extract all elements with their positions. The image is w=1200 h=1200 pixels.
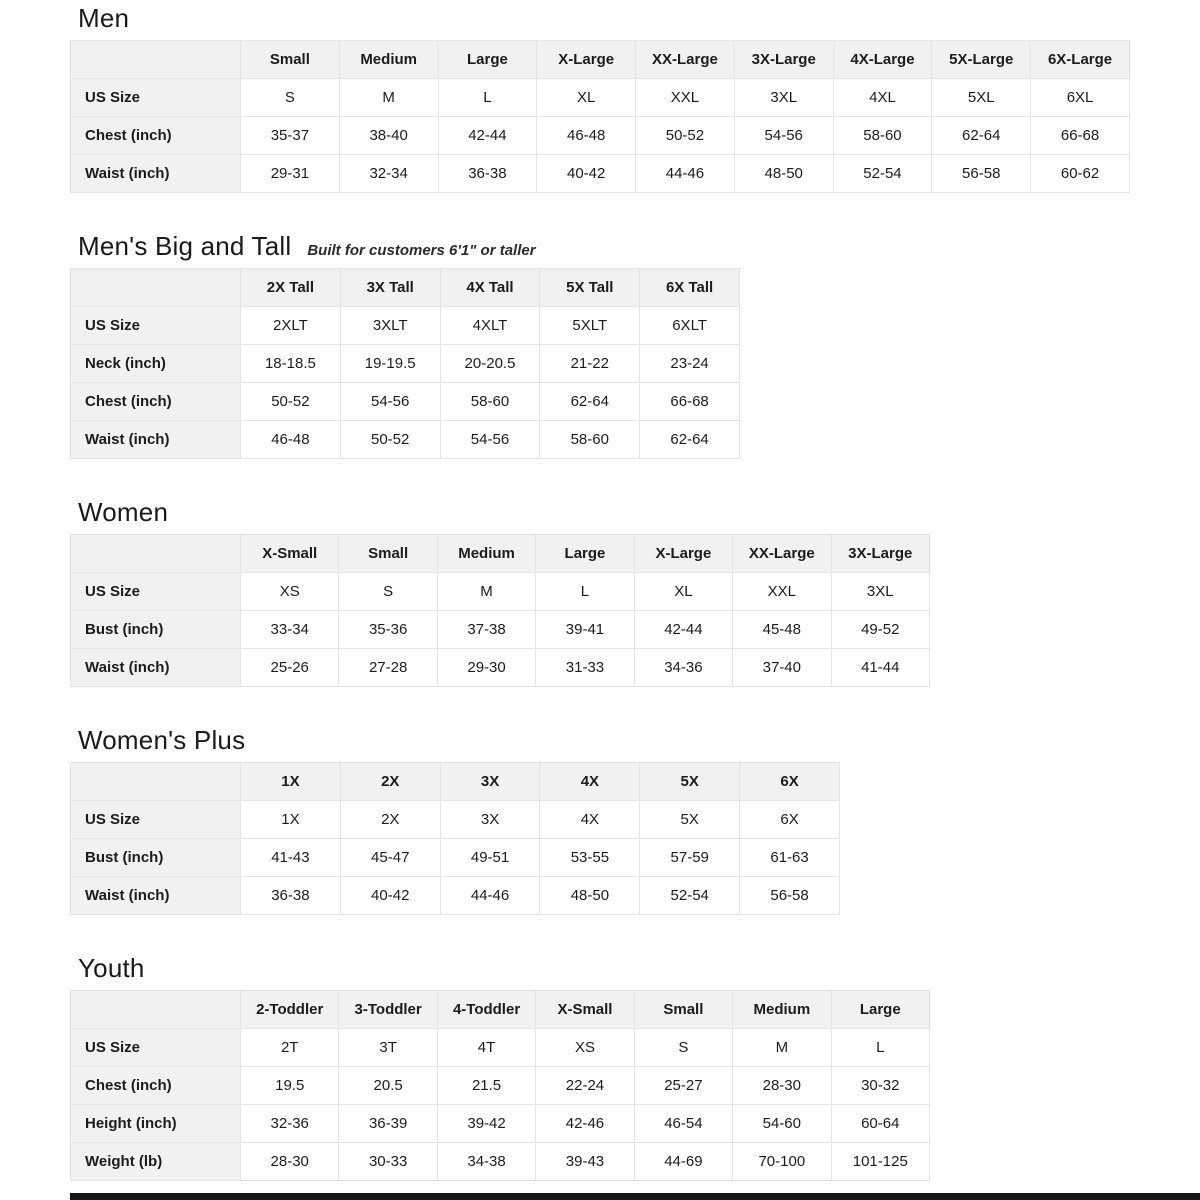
size-value-cell: 27-28 bbox=[339, 649, 437, 687]
section-title-women: Women bbox=[78, 497, 169, 527]
corner-cell bbox=[71, 763, 241, 801]
table-row bbox=[71, 611, 930, 649]
size-value-cell: 28-30 bbox=[241, 1143, 339, 1181]
table-row bbox=[71, 383, 740, 421]
size-value-cell: L bbox=[536, 573, 634, 611]
size-value-cell: 46-54 bbox=[634, 1105, 732, 1143]
size-value-cell: 32-34 bbox=[339, 155, 438, 193]
size-value-cell: 36-38 bbox=[438, 155, 537, 193]
header-row bbox=[71, 269, 740, 307]
size-value-cell: 40-42 bbox=[537, 155, 636, 193]
row-label: Bust (inch) bbox=[71, 611, 241, 649]
column-header: Medium bbox=[437, 535, 535, 573]
column-header: Large bbox=[831, 991, 929, 1029]
column-header: 6X Tall bbox=[640, 269, 740, 307]
size-value-cell: 6X bbox=[740, 801, 840, 839]
size-value-cell: 4X bbox=[540, 801, 640, 839]
size-value-cell: 56-58 bbox=[932, 155, 1031, 193]
size-value-cell: 31-33 bbox=[536, 649, 634, 687]
table-row bbox=[71, 801, 840, 839]
column-header: 4-Toddler bbox=[437, 991, 535, 1029]
size-value-cell: 40-42 bbox=[340, 877, 440, 915]
section-womens-plus-title-row bbox=[78, 725, 1200, 755]
size-table-youth bbox=[70, 990, 930, 1181]
size-value-cell: 54-60 bbox=[733, 1105, 831, 1143]
size-value-cell: 35-36 bbox=[339, 611, 437, 649]
table-row bbox=[71, 1105, 930, 1143]
size-value-cell: M bbox=[733, 1029, 831, 1067]
column-header: 5X Tall bbox=[540, 269, 640, 307]
column-header: X-Small bbox=[536, 991, 634, 1029]
size-value-cell: 6XLT bbox=[640, 307, 740, 345]
section-title-youth: Youth bbox=[78, 953, 145, 983]
row-label: Waist (inch) bbox=[71, 877, 241, 915]
size-value-cell: 34-36 bbox=[634, 649, 732, 687]
size-value-cell: 3XL bbox=[831, 573, 929, 611]
size-value-cell: 48-50 bbox=[734, 155, 833, 193]
size-value-cell: 19.5 bbox=[241, 1067, 339, 1105]
size-value-cell: 1X bbox=[241, 801, 341, 839]
table-row bbox=[71, 1067, 930, 1105]
size-value-cell: 5XL bbox=[932, 79, 1031, 117]
size-value-cell: 101-125 bbox=[831, 1143, 929, 1181]
size-value-cell: M bbox=[437, 573, 535, 611]
size-value-cell: 36-39 bbox=[339, 1105, 437, 1143]
size-value-cell: 62-64 bbox=[540, 383, 640, 421]
column-header: XX-Large bbox=[636, 41, 735, 79]
size-value-cell: 58-60 bbox=[540, 421, 640, 459]
row-label: Waist (inch) bbox=[71, 421, 241, 459]
section-women-title-row bbox=[78, 497, 1200, 527]
size-value-cell: 37-40 bbox=[733, 649, 831, 687]
size-value-cell: S bbox=[634, 1029, 732, 1067]
section-title-mens-big-and-tall: Men's Big and Tall bbox=[78, 231, 292, 261]
size-value-cell: 45-47 bbox=[340, 839, 440, 877]
size-value-cell: XL bbox=[537, 79, 636, 117]
column-header: 2-Toddler bbox=[241, 991, 339, 1029]
size-value-cell: 3XLT bbox=[340, 307, 440, 345]
size-value-cell: 36-38 bbox=[241, 877, 341, 915]
size-value-cell: 3X bbox=[440, 801, 540, 839]
size-value-cell: 4XL bbox=[833, 79, 932, 117]
size-table-womens-plus bbox=[70, 762, 840, 915]
corner-cell bbox=[71, 269, 241, 307]
size-value-cell: 50-52 bbox=[241, 383, 341, 421]
size-value-cell: 66-68 bbox=[1031, 117, 1130, 155]
size-value-cell: 37-38 bbox=[437, 611, 535, 649]
size-value-cell: 5X bbox=[640, 801, 740, 839]
table-row bbox=[71, 1143, 930, 1181]
column-header: 1X bbox=[241, 763, 341, 801]
column-header: XX-Large bbox=[733, 535, 831, 573]
size-value-cell: 41-43 bbox=[241, 839, 341, 877]
size-value-cell: 46-48 bbox=[241, 421, 341, 459]
column-header: Medium bbox=[339, 41, 438, 79]
table-row bbox=[71, 877, 840, 915]
size-value-cell: XL bbox=[634, 573, 732, 611]
size-value-cell: 49-52 bbox=[831, 611, 929, 649]
table-row bbox=[71, 345, 740, 383]
size-value-cell: 42-46 bbox=[536, 1105, 634, 1143]
size-value-cell: 18-18.5 bbox=[241, 345, 341, 383]
row-label: Waist (inch) bbox=[71, 155, 241, 193]
row-label: Height (inch) bbox=[71, 1105, 241, 1143]
size-value-cell: XS bbox=[241, 573, 339, 611]
column-header: 3X-Large bbox=[734, 41, 833, 79]
size-value-cell: 19-19.5 bbox=[340, 345, 440, 383]
column-header: 3-Toddler bbox=[339, 991, 437, 1029]
size-value-cell: 49-51 bbox=[440, 839, 540, 877]
size-value-cell: 52-54 bbox=[640, 877, 740, 915]
size-value-cell: 60-62 bbox=[1031, 155, 1130, 193]
size-value-cell: 54-56 bbox=[440, 421, 540, 459]
size-value-cell: 25-26 bbox=[241, 649, 339, 687]
size-value-cell: 45-48 bbox=[733, 611, 831, 649]
column-header: 2X bbox=[340, 763, 440, 801]
column-header: Small bbox=[634, 991, 732, 1029]
row-label: Neck (inch) bbox=[71, 345, 241, 383]
column-header: 5X-Large bbox=[932, 41, 1031, 79]
section-title-men: Men bbox=[78, 3, 130, 33]
size-value-cell: XXL bbox=[733, 573, 831, 611]
size-value-cell: L bbox=[831, 1029, 929, 1067]
size-value-cell: 3T bbox=[339, 1029, 437, 1067]
size-value-cell: 61-63 bbox=[740, 839, 840, 877]
size-value-cell: 53-55 bbox=[540, 839, 640, 877]
column-header: 3X bbox=[440, 763, 540, 801]
size-value-cell: 44-69 bbox=[634, 1143, 732, 1181]
size-value-cell: 20.5 bbox=[339, 1067, 437, 1105]
section-subtitle-big-tall: Built for customers 6'1" or taller bbox=[307, 242, 536, 259]
table-row bbox=[71, 307, 740, 345]
table-row bbox=[71, 79, 1130, 117]
corner-cell bbox=[71, 991, 241, 1029]
header-row bbox=[71, 991, 930, 1029]
size-value-cell: XXL bbox=[636, 79, 735, 117]
size-value-cell: 3XL bbox=[734, 79, 833, 117]
header-row bbox=[71, 535, 930, 573]
row-label: US Size bbox=[71, 801, 241, 839]
size-value-cell: 23-24 bbox=[640, 345, 740, 383]
size-value-cell: 44-46 bbox=[636, 155, 735, 193]
size-value-cell: 28-30 bbox=[733, 1067, 831, 1105]
size-value-cell: 22-24 bbox=[536, 1067, 634, 1105]
table-row bbox=[71, 421, 740, 459]
column-header: 3X Tall bbox=[340, 269, 440, 307]
size-value-cell: M bbox=[339, 79, 438, 117]
size-value-cell: 57-59 bbox=[640, 839, 740, 877]
size-value-cell: L bbox=[438, 79, 537, 117]
row-label: Bust (inch) bbox=[71, 839, 241, 877]
size-value-cell: 50-52 bbox=[636, 117, 735, 155]
size-value-cell: 39-41 bbox=[536, 611, 634, 649]
column-header: 4X-Large bbox=[833, 41, 932, 79]
size-value-cell: 21-22 bbox=[540, 345, 640, 383]
size-value-cell: S bbox=[339, 573, 437, 611]
column-header: Medium bbox=[733, 991, 831, 1029]
size-value-cell: 6XL bbox=[1031, 79, 1130, 117]
size-value-cell: 21.5 bbox=[437, 1067, 535, 1105]
size-value-cell: 4XLT bbox=[440, 307, 540, 345]
size-value-cell: S bbox=[241, 79, 340, 117]
size-value-cell: 42-44 bbox=[634, 611, 732, 649]
corner-cell bbox=[71, 535, 241, 573]
corner-cell bbox=[71, 41, 241, 79]
size-table-women bbox=[70, 534, 930, 687]
size-value-cell: 30-32 bbox=[831, 1067, 929, 1105]
table-row bbox=[71, 155, 1130, 193]
table-row bbox=[71, 117, 1130, 155]
size-value-cell: 54-56 bbox=[734, 117, 833, 155]
table-row bbox=[71, 1029, 930, 1067]
bottom-crop-bar bbox=[70, 1193, 1200, 1200]
section-big-tall-title-row bbox=[78, 231, 1200, 261]
column-header: X-Small bbox=[241, 535, 339, 573]
size-value-cell: 25-27 bbox=[634, 1067, 732, 1105]
size-value-cell: 4T bbox=[437, 1029, 535, 1067]
section-men-title-row bbox=[78, 3, 1200, 33]
row-label: US Size bbox=[71, 79, 241, 117]
size-value-cell: 39-42 bbox=[437, 1105, 535, 1143]
size-value-cell: XS bbox=[536, 1029, 634, 1067]
row-label: Chest (inch) bbox=[71, 383, 241, 421]
table-row bbox=[71, 839, 840, 877]
size-value-cell: 34-38 bbox=[437, 1143, 535, 1181]
size-value-cell: 41-44 bbox=[831, 649, 929, 687]
column-header: 4X bbox=[540, 763, 640, 801]
size-value-cell: 2T bbox=[241, 1029, 339, 1067]
size-value-cell: 54-56 bbox=[340, 383, 440, 421]
size-value-cell: 48-50 bbox=[540, 877, 640, 915]
row-label: US Size bbox=[71, 307, 241, 345]
section-mens-big-and-tall bbox=[70, 231, 1200, 459]
size-value-cell: 60-64 bbox=[831, 1105, 929, 1143]
section-men bbox=[70, 3, 1200, 193]
table-row bbox=[71, 649, 930, 687]
size-value-cell: 35-37 bbox=[241, 117, 340, 155]
row-label: US Size bbox=[71, 573, 241, 611]
row-label: Chest (inch) bbox=[71, 117, 241, 155]
column-header: 3X-Large bbox=[831, 535, 929, 573]
column-header: Large bbox=[536, 535, 634, 573]
row-label: Waist (inch) bbox=[71, 649, 241, 687]
size-value-cell: 50-52 bbox=[340, 421, 440, 459]
size-table-mens-big-and-tall bbox=[70, 268, 740, 459]
size-value-cell: 30-33 bbox=[339, 1143, 437, 1181]
column-header: 5X bbox=[640, 763, 740, 801]
column-header: 6X-Large bbox=[1031, 41, 1130, 79]
size-value-cell: 44-46 bbox=[440, 877, 540, 915]
size-value-cell: 33-34 bbox=[241, 611, 339, 649]
size-value-cell: 56-58 bbox=[740, 877, 840, 915]
size-value-cell: 58-60 bbox=[440, 383, 540, 421]
size-value-cell: 70-100 bbox=[733, 1143, 831, 1181]
size-value-cell: 42-44 bbox=[438, 117, 537, 155]
size-value-cell: 2X bbox=[340, 801, 440, 839]
table-row bbox=[71, 573, 930, 611]
section-women bbox=[70, 497, 1200, 687]
column-header: 6X bbox=[740, 763, 840, 801]
column-header: Large bbox=[438, 41, 537, 79]
size-value-cell: 29-30 bbox=[437, 649, 535, 687]
section-title-womens-plus: Women's Plus bbox=[78, 725, 246, 755]
column-header: Small bbox=[339, 535, 437, 573]
column-header: 2X Tall bbox=[241, 269, 341, 307]
column-header: 4X Tall bbox=[440, 269, 540, 307]
size-table-men bbox=[70, 40, 1130, 193]
section-youth bbox=[70, 953, 1200, 1181]
section-womens-plus bbox=[70, 725, 1200, 915]
size-value-cell: 32-36 bbox=[241, 1105, 339, 1143]
column-header: X-Large bbox=[634, 535, 732, 573]
row-label: Chest (inch) bbox=[71, 1067, 241, 1105]
size-value-cell: 39-43 bbox=[536, 1143, 634, 1181]
size-value-cell: 58-60 bbox=[833, 117, 932, 155]
header-row bbox=[71, 41, 1130, 79]
row-label: Weight (lb) bbox=[71, 1143, 241, 1181]
row-label: US Size bbox=[71, 1029, 241, 1067]
column-header: X-Large bbox=[537, 41, 636, 79]
size-value-cell: 66-68 bbox=[640, 383, 740, 421]
size-value-cell: 5XLT bbox=[540, 307, 640, 345]
size-value-cell: 46-48 bbox=[537, 117, 636, 155]
size-value-cell: 52-54 bbox=[833, 155, 932, 193]
size-value-cell: 62-64 bbox=[932, 117, 1031, 155]
header-row bbox=[71, 763, 840, 801]
section-youth-title-row bbox=[78, 953, 1200, 983]
column-header: Small bbox=[241, 41, 340, 79]
size-value-cell: 29-31 bbox=[241, 155, 340, 193]
size-value-cell: 38-40 bbox=[339, 117, 438, 155]
size-value-cell: 20-20.5 bbox=[440, 345, 540, 383]
size-value-cell: 2XLT bbox=[241, 307, 341, 345]
size-value-cell: 62-64 bbox=[640, 421, 740, 459]
